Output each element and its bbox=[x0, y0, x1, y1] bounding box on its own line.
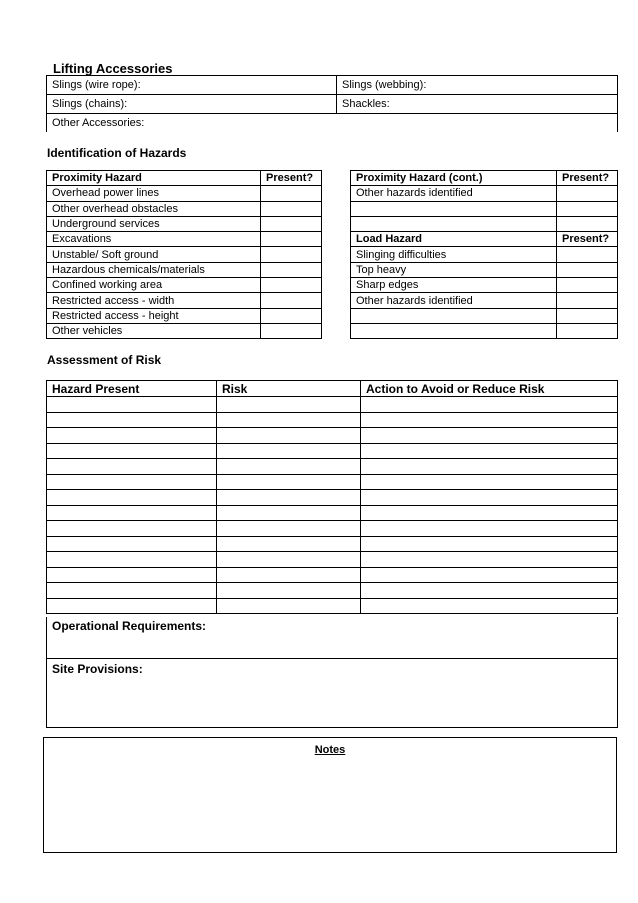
risk-assessment-table bbox=[46, 380, 618, 614]
action-cell[interactable] bbox=[361, 583, 618, 599]
present-checkbox-cell[interactable] bbox=[557, 323, 618, 338]
hazard-present-cell[interactable] bbox=[47, 536, 217, 552]
table-row bbox=[47, 247, 322, 262]
risk-cell[interactable] bbox=[217, 397, 361, 413]
action-cell[interactable] bbox=[361, 412, 618, 428]
table-row bbox=[351, 216, 618, 231]
present-checkbox-cell[interactable] bbox=[557, 278, 618, 293]
present-checkbox-cell[interactable] bbox=[557, 186, 618, 201]
hazard-label bbox=[351, 308, 557, 323]
action-cell[interactable] bbox=[361, 474, 618, 490]
present-checkbox-cell[interactable] bbox=[261, 186, 322, 201]
site-provisions-label: Site Provisions: bbox=[52, 662, 143, 676]
table-row bbox=[47, 490, 618, 506]
hazard-present-cell[interactable] bbox=[47, 505, 217, 521]
present-header: Present? bbox=[557, 171, 618, 186]
hazard-present-cell[interactable] bbox=[47, 428, 217, 444]
hazards-section-title: Identification of Hazards bbox=[47, 146, 187, 160]
notes-box[interactable] bbox=[43, 737, 617, 853]
table-row bbox=[47, 598, 618, 614]
risk-cell[interactable] bbox=[217, 459, 361, 475]
hazard-label: Underground services bbox=[47, 216, 261, 231]
hazard-label: Restricted access - width bbox=[47, 293, 261, 308]
risk-section-title: Assessment of Risk bbox=[47, 353, 162, 367]
present-checkbox-cell[interactable] bbox=[557, 308, 618, 323]
present-checkbox-cell[interactable] bbox=[261, 262, 322, 277]
proximity-hazard-header: Proximity Hazard bbox=[47, 171, 261, 186]
hazard-present-cell[interactable] bbox=[47, 412, 217, 428]
table-row bbox=[47, 567, 618, 583]
table-row bbox=[351, 278, 618, 293]
risk-cell[interactable] bbox=[217, 443, 361, 459]
table-row bbox=[47, 536, 618, 552]
table-row bbox=[351, 293, 618, 308]
table-row bbox=[351, 323, 618, 338]
present-checkbox-cell[interactable] bbox=[557, 262, 618, 277]
hazard-present-cell[interactable] bbox=[47, 397, 217, 413]
lifting-accessories-title: Lifting Accessories bbox=[53, 61, 173, 76]
present-checkbox-cell[interactable] bbox=[261, 232, 322, 247]
risk-cell[interactable] bbox=[217, 598, 361, 614]
action-cell[interactable] bbox=[361, 397, 618, 413]
risk-cell[interactable] bbox=[217, 474, 361, 490]
present-checkbox-cell[interactable] bbox=[557, 293, 618, 308]
action-cell[interactable] bbox=[361, 521, 618, 537]
hazard-label bbox=[351, 323, 557, 338]
action-cell[interactable] bbox=[361, 598, 618, 614]
hazard-label: Other hazards identified bbox=[351, 293, 557, 308]
action-column-header: Action to Avoid or Reduce Risk bbox=[361, 381, 618, 397]
hazard-present-cell[interactable] bbox=[47, 552, 217, 568]
table-row bbox=[47, 201, 322, 216]
hazard-label: Excavations bbox=[47, 232, 261, 247]
present-checkbox-cell[interactable] bbox=[557, 216, 618, 231]
action-cell[interactable] bbox=[361, 536, 618, 552]
hazard-present-cell[interactable] bbox=[47, 443, 217, 459]
present-checkbox-cell[interactable] bbox=[261, 201, 322, 216]
hazard-label bbox=[351, 216, 557, 231]
hazard-present-cell[interactable] bbox=[47, 490, 217, 506]
hazard-label: Hazardous chemicals/materials bbox=[47, 262, 261, 277]
present-checkbox-cell[interactable] bbox=[557, 247, 618, 262]
present-checkbox-cell[interactable] bbox=[261, 308, 322, 323]
table-row bbox=[47, 474, 618, 490]
hazard-present-cell[interactable] bbox=[47, 521, 217, 537]
table-row bbox=[47, 412, 618, 428]
webbing-field[interactable]: Slings (webbing): bbox=[337, 76, 618, 95]
hazard-label: Restricted access - height bbox=[47, 308, 261, 323]
load-hazard-header: Load Hazard bbox=[351, 232, 557, 247]
operational-requirements-label: Operational Requirements: bbox=[52, 619, 207, 633]
table-row bbox=[351, 186, 618, 201]
table-row bbox=[47, 216, 322, 231]
present-checkbox-cell[interactable] bbox=[261, 216, 322, 231]
table-row bbox=[47, 323, 322, 338]
risk-cell[interactable] bbox=[217, 490, 361, 506]
other-accessories-field[interactable]: Other Accessories: bbox=[47, 114, 618, 133]
hazard-label: Other vehicles bbox=[47, 323, 261, 338]
hazard-label: Other overhead obstacles bbox=[47, 201, 261, 216]
operational-requirements-box[interactable] bbox=[46, 617, 618, 659]
table-row bbox=[47, 278, 322, 293]
proximity-hazard-cont-header: Proximity Hazard (cont.) bbox=[351, 171, 557, 186]
wire-rope-field[interactable]: Slings (wire rope): bbox=[47, 76, 337, 95]
risk-column-header: Risk bbox=[217, 381, 361, 397]
action-cell[interactable] bbox=[361, 552, 618, 568]
table-row bbox=[47, 583, 618, 599]
table-row bbox=[351, 201, 618, 216]
action-cell[interactable] bbox=[361, 459, 618, 475]
hazard-label: Overhead power lines bbox=[47, 186, 261, 201]
site-provisions-box[interactable] bbox=[46, 658, 618, 728]
action-cell[interactable] bbox=[361, 505, 618, 521]
table-row bbox=[47, 186, 322, 201]
table-row bbox=[351, 232, 618, 247]
hazard-label: Other hazards identified bbox=[351, 186, 557, 201]
table-row bbox=[47, 232, 322, 247]
proximity-hazard-table bbox=[46, 170, 322, 339]
chains-field[interactable]: Slings (chains): bbox=[47, 95, 337, 114]
present-checkbox-cell[interactable] bbox=[557, 201, 618, 216]
hazard-label: Unstable/ Soft ground bbox=[47, 247, 261, 262]
table-row bbox=[351, 247, 618, 262]
action-cell[interactable] bbox=[361, 443, 618, 459]
action-cell[interactable] bbox=[361, 567, 618, 583]
hazard-label: Sharp edges bbox=[351, 278, 557, 293]
hazard-present-cell[interactable] bbox=[47, 598, 217, 614]
table-row bbox=[47, 293, 322, 308]
hazard-present-cell[interactable] bbox=[47, 459, 217, 475]
risk-cell[interactable] bbox=[217, 412, 361, 428]
notes-label: Notes bbox=[314, 744, 346, 756]
hazard-label: Slinging difficulties bbox=[351, 247, 557, 262]
hazard-present-cell[interactable] bbox=[47, 583, 217, 599]
present-header: Present? bbox=[557, 232, 618, 247]
hazard-label bbox=[351, 201, 557, 216]
action-cell[interactable] bbox=[361, 490, 618, 506]
table-row bbox=[47, 262, 322, 277]
present-checkbox-cell[interactable] bbox=[261, 247, 322, 262]
action-cell[interactable] bbox=[361, 428, 618, 444]
table-row bbox=[47, 428, 618, 444]
risk-cell[interactable] bbox=[217, 521, 361, 537]
table-row bbox=[47, 552, 618, 568]
lifting-accessories-table bbox=[46, 75, 618, 132]
hazard-present-column-header: Hazard Present bbox=[47, 381, 217, 397]
table-row bbox=[351, 262, 618, 277]
present-checkbox-cell[interactable] bbox=[261, 323, 322, 338]
risk-cell[interactable] bbox=[217, 428, 361, 444]
present-checkbox-cell[interactable] bbox=[261, 293, 322, 308]
risk-cell[interactable] bbox=[217, 505, 361, 521]
table-row bbox=[47, 459, 618, 475]
table-row bbox=[47, 308, 322, 323]
risk-cell[interactable] bbox=[217, 583, 361, 599]
table-row bbox=[47, 521, 618, 537]
table-row bbox=[47, 397, 618, 413]
risk-cell[interactable] bbox=[217, 552, 361, 568]
proximity-load-hazard-table bbox=[350, 170, 618, 339]
hazard-label: Confined working area bbox=[47, 278, 261, 293]
hazard-present-cell[interactable] bbox=[47, 474, 217, 490]
table-row bbox=[351, 308, 618, 323]
shackles-field[interactable]: Shackles: bbox=[337, 95, 618, 114]
present-checkbox-cell[interactable] bbox=[261, 278, 322, 293]
table-row bbox=[47, 505, 618, 521]
risk-cell[interactable] bbox=[217, 567, 361, 583]
present-header: Present? bbox=[261, 171, 322, 186]
risk-cell[interactable] bbox=[217, 536, 361, 552]
hazard-label: Top heavy bbox=[351, 262, 557, 277]
hazard-present-cell[interactable] bbox=[47, 567, 217, 583]
table-row bbox=[47, 443, 618, 459]
